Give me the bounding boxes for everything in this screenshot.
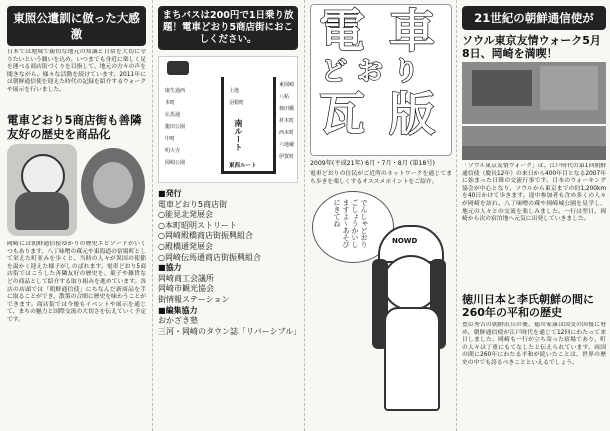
stop-label: 柿田橋 [279, 106, 295, 112]
column-masthead [304, 0, 456, 431]
route-name: 東西ルート [229, 163, 257, 169]
title-char: 電 [319, 4, 365, 58]
stop-label: 材木町 [279, 118, 295, 124]
stop-label: 籠田公園 [165, 124, 186, 130]
stop-label: 西本町 [279, 130, 295, 136]
title-char: 車 [389, 4, 435, 58]
article-text: 「ソウル東京友情ウォーク」は、江戸時代の第1回朝鮮通信使（慶長12年）の来日から400年目となる2007年に始まった日韓の交流行事です。日本のウォーキング協会が中心となり、ソウルから東京までの約1,200kmを40日かけて歩きます。途中参加者も含め多くの人々が岡崎を訪れ、八丁味噌の蔵や岡崎城公園を見学し、地元の人々との交流を楽しみました。一行は翌日、岡崎から次の宿泊地へ元気に出発していきました。 [462, 163, 606, 223]
stop-label: 羽根町 [229, 100, 245, 106]
product-photo [81, 148, 145, 224]
stop-label: 中町 [165, 136, 176, 142]
list-item: 電車どおり5商店街 [158, 199, 228, 209]
title-char: お [357, 57, 384, 87]
article-heading: ソウル東京友情ウォーク5月8日、岡崎を満喫！ [462, 34, 601, 60]
route-line [221, 77, 224, 172]
list-item: ○本町昭明ストリート [158, 220, 237, 230]
stop-label: 上地 [229, 88, 240, 94]
stop-label: 伊賀町 [279, 154, 295, 160]
doll-illustration [7, 144, 77, 236]
column-banner: 21世紀の朝鮮通信使が [462, 6, 606, 30]
title-char: 版 [389, 87, 435, 141]
title-char: 瓦 [319, 87, 365, 141]
list-item: 岡崎市観光協会 [158, 284, 214, 294]
article-heading: 電車どおり5商店街も善隣友好の歴史を商品化 [7, 113, 142, 141]
column-bus-route [152, 0, 304, 431]
cap-text: NOWD [392, 237, 418, 246]
list-item: ○岡崎伝馬通商店街振興組合 [158, 252, 261, 262]
bus-notice: まちバスは200円で1日乗り放題！電車どおり5商店街におこしください。 [158, 6, 298, 50]
issue-info: 2009年(平成21年) 6月・7月・8月 (第18号) [310, 160, 435, 167]
route-line [221, 171, 276, 174]
mascot-illustration [310, 189, 452, 417]
intro-text: 日本では地域で親切な地元の知識と日常を大切に守りたいという願いを込め、いつまでも身近に楽しく足を運べる商店街づくりを目指して、地元の方々の声を聞きながら、様々な活動を続けています。2011年には朝鮮通信使を迎えた時代の記録を紹介するウォークや展示を行いました。 [7, 49, 146, 93]
list-item: 三河・岡崎のタウン誌「リバーシブル」 [158, 326, 302, 336]
route-line [273, 77, 276, 172]
masthead [310, 4, 452, 156]
column-seoul-walk [456, 0, 610, 431]
walkers-photo [462, 126, 606, 160]
list-item: ○能見北発展会 [158, 210, 213, 220]
article-heading: 徳川日本と李氏朝鮮の間に260年の平和の歴史 [462, 293, 594, 319]
body [384, 307, 440, 411]
bus-icon [167, 61, 189, 75]
column-history [0, 0, 152, 431]
stop-label: 六地蔵 [279, 142, 295, 148]
group-photo [462, 62, 606, 124]
list-item: ○殿橋通発展会 [158, 241, 213, 251]
publisher-list [158, 189, 302, 337]
title-char: り [393, 57, 420, 87]
title-char: ど [321, 57, 348, 87]
coop-heading: ■協力 [158, 263, 182, 273]
list-item: 岡崎商工会議所 [158, 273, 214, 283]
list-item: ○岡崎殿橋商店街振興組合 [158, 231, 253, 241]
illustrations [7, 144, 146, 238]
bus-route-map [158, 56, 298, 183]
route-name: 南ルート [234, 119, 243, 151]
list-item: 街情報ステーション [158, 294, 230, 304]
publisher-heading: ■発行 [158, 189, 182, 198]
stop-label: 本町 [165, 100, 176, 106]
article-text: 岡崎には朝鮮通信使ゆかりの歴史エピソードがいくつもあります。八丁味噌の蔵元や東海道の宿場町として栄えた町並みを歩くと、当時の人々が異国の使節を温かく迎えた様子がしのばれます。電車どおり5商店街ではこうした善隣友好の歴史を、菓子や雑貨などの商品として紹介する取り組みを進めています。各店の店頭では「朝鮮通信使」にちなんだ新商品を手に取ることができ、散策の合間に歴史を味わうことができます。商店街では今後もイベントや展示を通じて、まちの魅力と国際交流の大切さを伝えていく予定です。 [7, 241, 146, 323]
stop-label: 康生通西 [165, 88, 186, 94]
stop-label: 東岡崎 [279, 82, 295, 88]
list-item: おかざき塾 [158, 316, 198, 326]
stop-label: 八帖 [279, 94, 290, 100]
stop-label: 明大寺 [165, 148, 181, 154]
stop-label: 岡崎公園 [165, 160, 186, 166]
column-banner: 東照公遺訓に倣った大感激 [7, 6, 146, 46]
stop-label: 伝馬通 [165, 112, 181, 118]
article-text: 豊臣秀吉の朝鮮出兵の後、徳川家康は国交の回復に努め、朝鮮通信使が江戸時代を通じて12回にわたって来日しました。岡崎も一行が立ち寄った宿場であり、町の人々は丁重にもてなしたと伝えられています。両国の間に260年にわたる平和が続いたことは、世界の歴史の中でも誇るべきことといえるでしょう。 [462, 322, 606, 366]
speech-text: でんしゃどおり ごしょうかいしますよ～あそびにきてね [333, 199, 368, 249]
tagline: 電車どおりの住民がご近所のネットワークを通じてまち歩きを楽しくするオススメポイントをご紹介。 [310, 171, 452, 185]
editor-heading: ■編集協力 [158, 305, 198, 315]
